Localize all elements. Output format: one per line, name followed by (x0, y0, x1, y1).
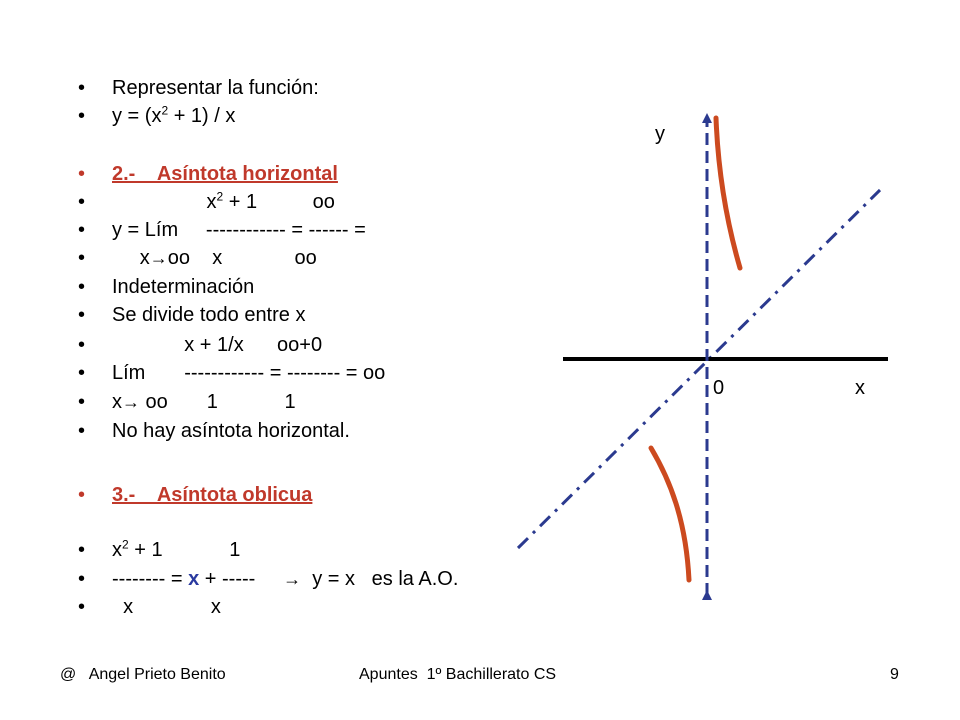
bullet: • (78, 163, 86, 185)
oblique-numerator-a: x (112, 539, 122, 561)
oblique-result-d: y = x es la A.O. (301, 568, 459, 590)
oblique-result-x: x (188, 568, 200, 590)
bullet: • (78, 334, 86, 356)
function-text-b: + 1) / x (168, 105, 236, 127)
bullet: • (78, 247, 86, 269)
bullet: • (78, 596, 86, 618)
bullet: • (78, 191, 86, 213)
bullet: • (78, 219, 86, 241)
oblique-denominator-text: x x (112, 596, 221, 618)
oblique-result-a: -------- = (112, 568, 189, 590)
exponent: 2 (161, 103, 169, 118)
divide-text: Se divide todo entre x (112, 304, 306, 326)
limit-denominator-b: oo x oo (167, 247, 317, 269)
curve-lower-branch (651, 448, 689, 580)
limit-numerator-a: x (112, 191, 217, 213)
exponent: 2 (216, 189, 224, 204)
oblique-result-c: + ----- (199, 568, 284, 590)
heading-oblique-text: 3.- Asíntota oblicua (112, 484, 313, 506)
bullet: • (78, 568, 86, 590)
arrow-icon: → (149, 248, 168, 268)
exponent: 2 (122, 537, 129, 552)
origin-label: 0 (713, 377, 725, 399)
divided-denominator-a: x (112, 391, 122, 413)
bullet: • (78, 304, 86, 326)
oblique-numerator-b: + 1 1 (128, 539, 241, 561)
arrow-icon: → (122, 392, 140, 412)
bullet: • (78, 539, 86, 561)
divided-denominator-b: oo 1 1 (140, 391, 296, 413)
bullet: • (78, 484, 86, 506)
indetermination-text: Indeterminación (112, 276, 255, 298)
bullet: • (78, 276, 86, 298)
footer-page-number: 9 (890, 666, 899, 683)
limit-text: y = Lím ------------ = ------ = (112, 219, 366, 241)
bullet: • (78, 105, 86, 127)
limit-numerator-b: + 1 oo (223, 191, 335, 213)
footer-author: @ Angel Prieto Benito (60, 666, 226, 683)
heading-horizontal-text: 2.- Asíntota horizontal (112, 163, 338, 185)
curve-upper-branch (716, 118, 740, 268)
bullet: • (78, 77, 86, 99)
arrow-icon: → (283, 569, 302, 589)
oblique-asymptote (518, 190, 880, 548)
divided-limit-text: Lím ------------ = -------- = oo (112, 362, 386, 384)
y-axis-label: y (655, 123, 665, 145)
limit-denominator-a: x (112, 247, 150, 269)
bullet: • (78, 420, 86, 442)
bullet: • (78, 362, 86, 384)
bullet: • (78, 391, 86, 413)
divided-numerator-text: x + 1/x oo+0 (112, 334, 323, 356)
function-text-a: y = (x (112, 105, 162, 127)
intro-text: Representar la función: (112, 77, 319, 99)
x-axis-label: x (855, 377, 865, 399)
footer-course: Apuntes 1º Bachillerato CS (359, 666, 557, 683)
no-horizontal-text: No hay asíntota horizontal. (112, 420, 350, 442)
